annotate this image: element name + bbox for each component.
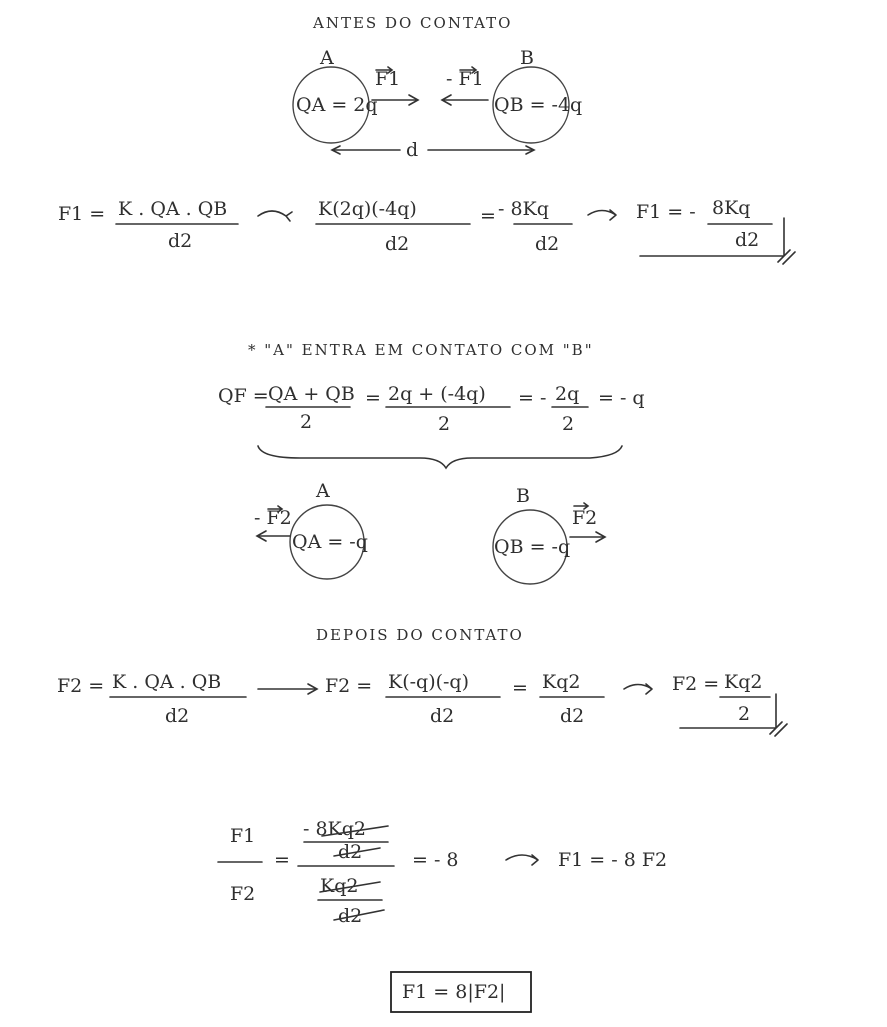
eq2-denominator-3: d2 [560,705,585,727]
ratio-bottom: F2 [230,883,256,905]
ratio-num-denominator: d2 [338,841,363,863]
eq1-numerator-2: K(2q)(-4q) [318,198,417,220]
eq1-arrow-1 [258,211,292,221]
eq2-arrow-2 [624,684,652,694]
ratio-equals-2: = - 8 [412,849,459,871]
contact-equals-1: = [365,387,381,409]
ratio-result: F1 = - 8 F2 [558,849,668,871]
ratio-den-denominator: d2 [338,905,363,927]
eq2-numerator-3: Kq2 [542,671,581,693]
contact-denominator-1: 2 [300,411,313,433]
eq2-numerator-2: K(-q)(-q) [388,671,470,693]
charge-b-after: QB = -q [494,536,571,558]
contact-brace [258,446,622,468]
label-sphere-a-after: A [316,480,330,502]
eq1-lhs: F1 = [58,203,106,225]
ratio-den-numerator: Kq2 [320,875,359,897]
eq1-equals: = [480,205,496,227]
eq1-arrow-2 [588,210,616,220]
heading-after: DEPOIS DO CONTATO [316,626,524,644]
charge-a-before: QA = 2q [296,94,378,116]
ratio-equals-1: = [274,849,290,871]
contact-lhs: QF = [218,385,269,407]
label-sphere-b-before: B [520,47,534,69]
eq1-result-lhs: F1 = - [636,201,696,223]
eq2-numerator-1: K . QA . QB [112,671,222,693]
eq2-mid-lhs: F2 = [325,675,373,697]
charge-a-after: QA = -q [292,531,368,553]
eq2-lhs: F2 = [57,675,105,697]
contact-denominator-2: 2 [438,413,451,435]
heading-contact: * "A" ENTRA EM CONTATO COM "B" [248,341,594,359]
label-sphere-b-after: B [516,485,530,507]
eq1-denominator-3: d2 [535,233,560,255]
eq1-result-underline [640,218,795,264]
contact-equals-2: = - [518,387,547,409]
eq2-result-denominator: 2 [738,703,751,725]
final-answer: F1 = 8|F2| [402,981,506,1003]
contact-result: = - q [598,387,645,409]
contact-numerator-3: 2q [555,383,580,405]
label-sphere-a-before: A [320,47,334,69]
eq1-numerator-3: - 8Kq [498,198,549,220]
distance-label: d [406,139,419,161]
charge-b-before: QB = -4q [494,94,583,116]
eq2-denominator-2: d2 [430,705,455,727]
eq1-result-numerator: 8Kq [712,197,751,219]
eq2-result-underline [680,694,787,736]
contact-numerator-1: QA + QB [268,383,355,405]
eq2-result-numerator: Kq2 [724,671,763,693]
eq1-denominator-1: d2 [168,230,193,252]
contact-denominator-3: 2 [562,413,575,435]
eq1-numerator-1: K . QA . QB [118,198,228,220]
force-label-b-after: F2 [572,507,598,529]
eq2-equals: = [512,677,528,699]
eq2-result-lhs: F2 = [672,673,720,695]
force-label-a-before: F1 [375,68,401,90]
contact-numerator-2: 2q + (-4q) [388,383,486,405]
ratio-num-numerator: - 8Kq2 [303,818,366,840]
eq1-result-denominator: d2 [735,229,760,251]
eq2-denominator-1: d2 [165,705,190,727]
eq1-denominator-2: d2 [385,233,410,255]
ratio-arrow [506,855,538,865]
force-label-b-before: - F1 [446,68,484,90]
force-label-a-after: - F2 [254,507,292,529]
heading-before: ANTES DO CONTATO [313,14,513,32]
ratio-top: F1 [230,825,256,847]
